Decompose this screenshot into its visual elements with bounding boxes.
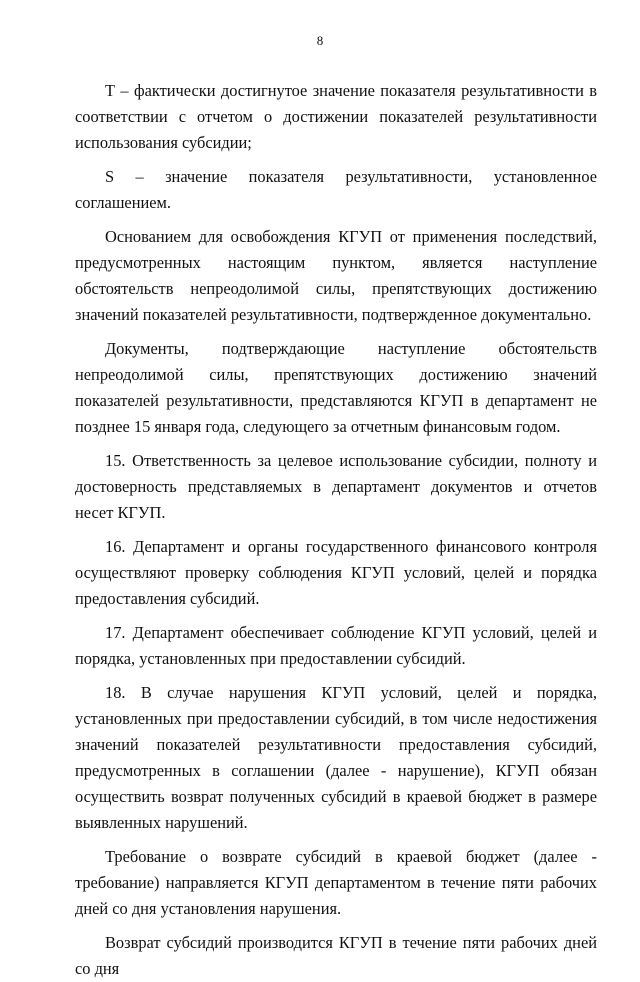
paragraph-refund: Возврат субсидий производится КГУП в течение пяти рабочих дней со дня bbox=[75, 933, 597, 978]
paragraph-item-16: 16. Департамент и органы государственного финансового контроля осуществляют проверку соблюдения КГУП условий, целей и порядка предоставления субсидий. bbox=[75, 537, 597, 608]
document-body bbox=[75, 78, 597, 982]
paragraph-documents: Документы, подтверждающие наступление обстоятельств непреодолимой силы, препятствующих достижению значений показателей результативности, представляются КГУП в департамент не позднее 15 января года, следующего за отчетным финансовым годом. bbox=[75, 339, 597, 436]
paragraph-item-15: 15. Ответственность за целевое использование субсидии, полноту и достоверность представляемых в департамент документов и отчетов несет КГУП. bbox=[75, 451, 597, 522]
paragraph-s-definition: S – значение показателя результативности, установленное соглашением. bbox=[75, 167, 597, 212]
paragraph-item-17: 17. Департамент обеспечивает соблюдение КГУП условий, целей и порядка, установленных при предоставлении субсидий. bbox=[75, 623, 597, 668]
page-number: 8 bbox=[316, 33, 324, 48]
paragraph-requirement: Требование о возврате субсидий в краевой бюджет (далее - требование) направляется КГУП департаментом в течение пяти рабочих дней со дня установления нарушения. bbox=[75, 847, 597, 918]
paragraph-t-definition: Т – фактически достигнутое значение показателя результативности в соответствии с отчетом о достижении показателей результативности использования субсидии; bbox=[75, 81, 597, 152]
paragraph-item-18: 18. В случае нарушения КГУП условий, целей и порядка, установленных при предоставлении субсидий, в том числе недостижения значений показателей результативности предоставления субсидий, предусмотренных в соглашении (далее - нарушение), КГУП обязан осуществить возврат полученных субсидий в краевой бюджет в размере выявленных нарушений. bbox=[75, 683, 597, 832]
paragraph-force-majeure: Основанием для освобождения КГУП от применения последствий, предусмотренных настоящим пунктом, является наступление обстоятельств непреодолимой силы, препятствующих достижению значений показателей результативности, подтвержденное документально. bbox=[75, 227, 597, 324]
